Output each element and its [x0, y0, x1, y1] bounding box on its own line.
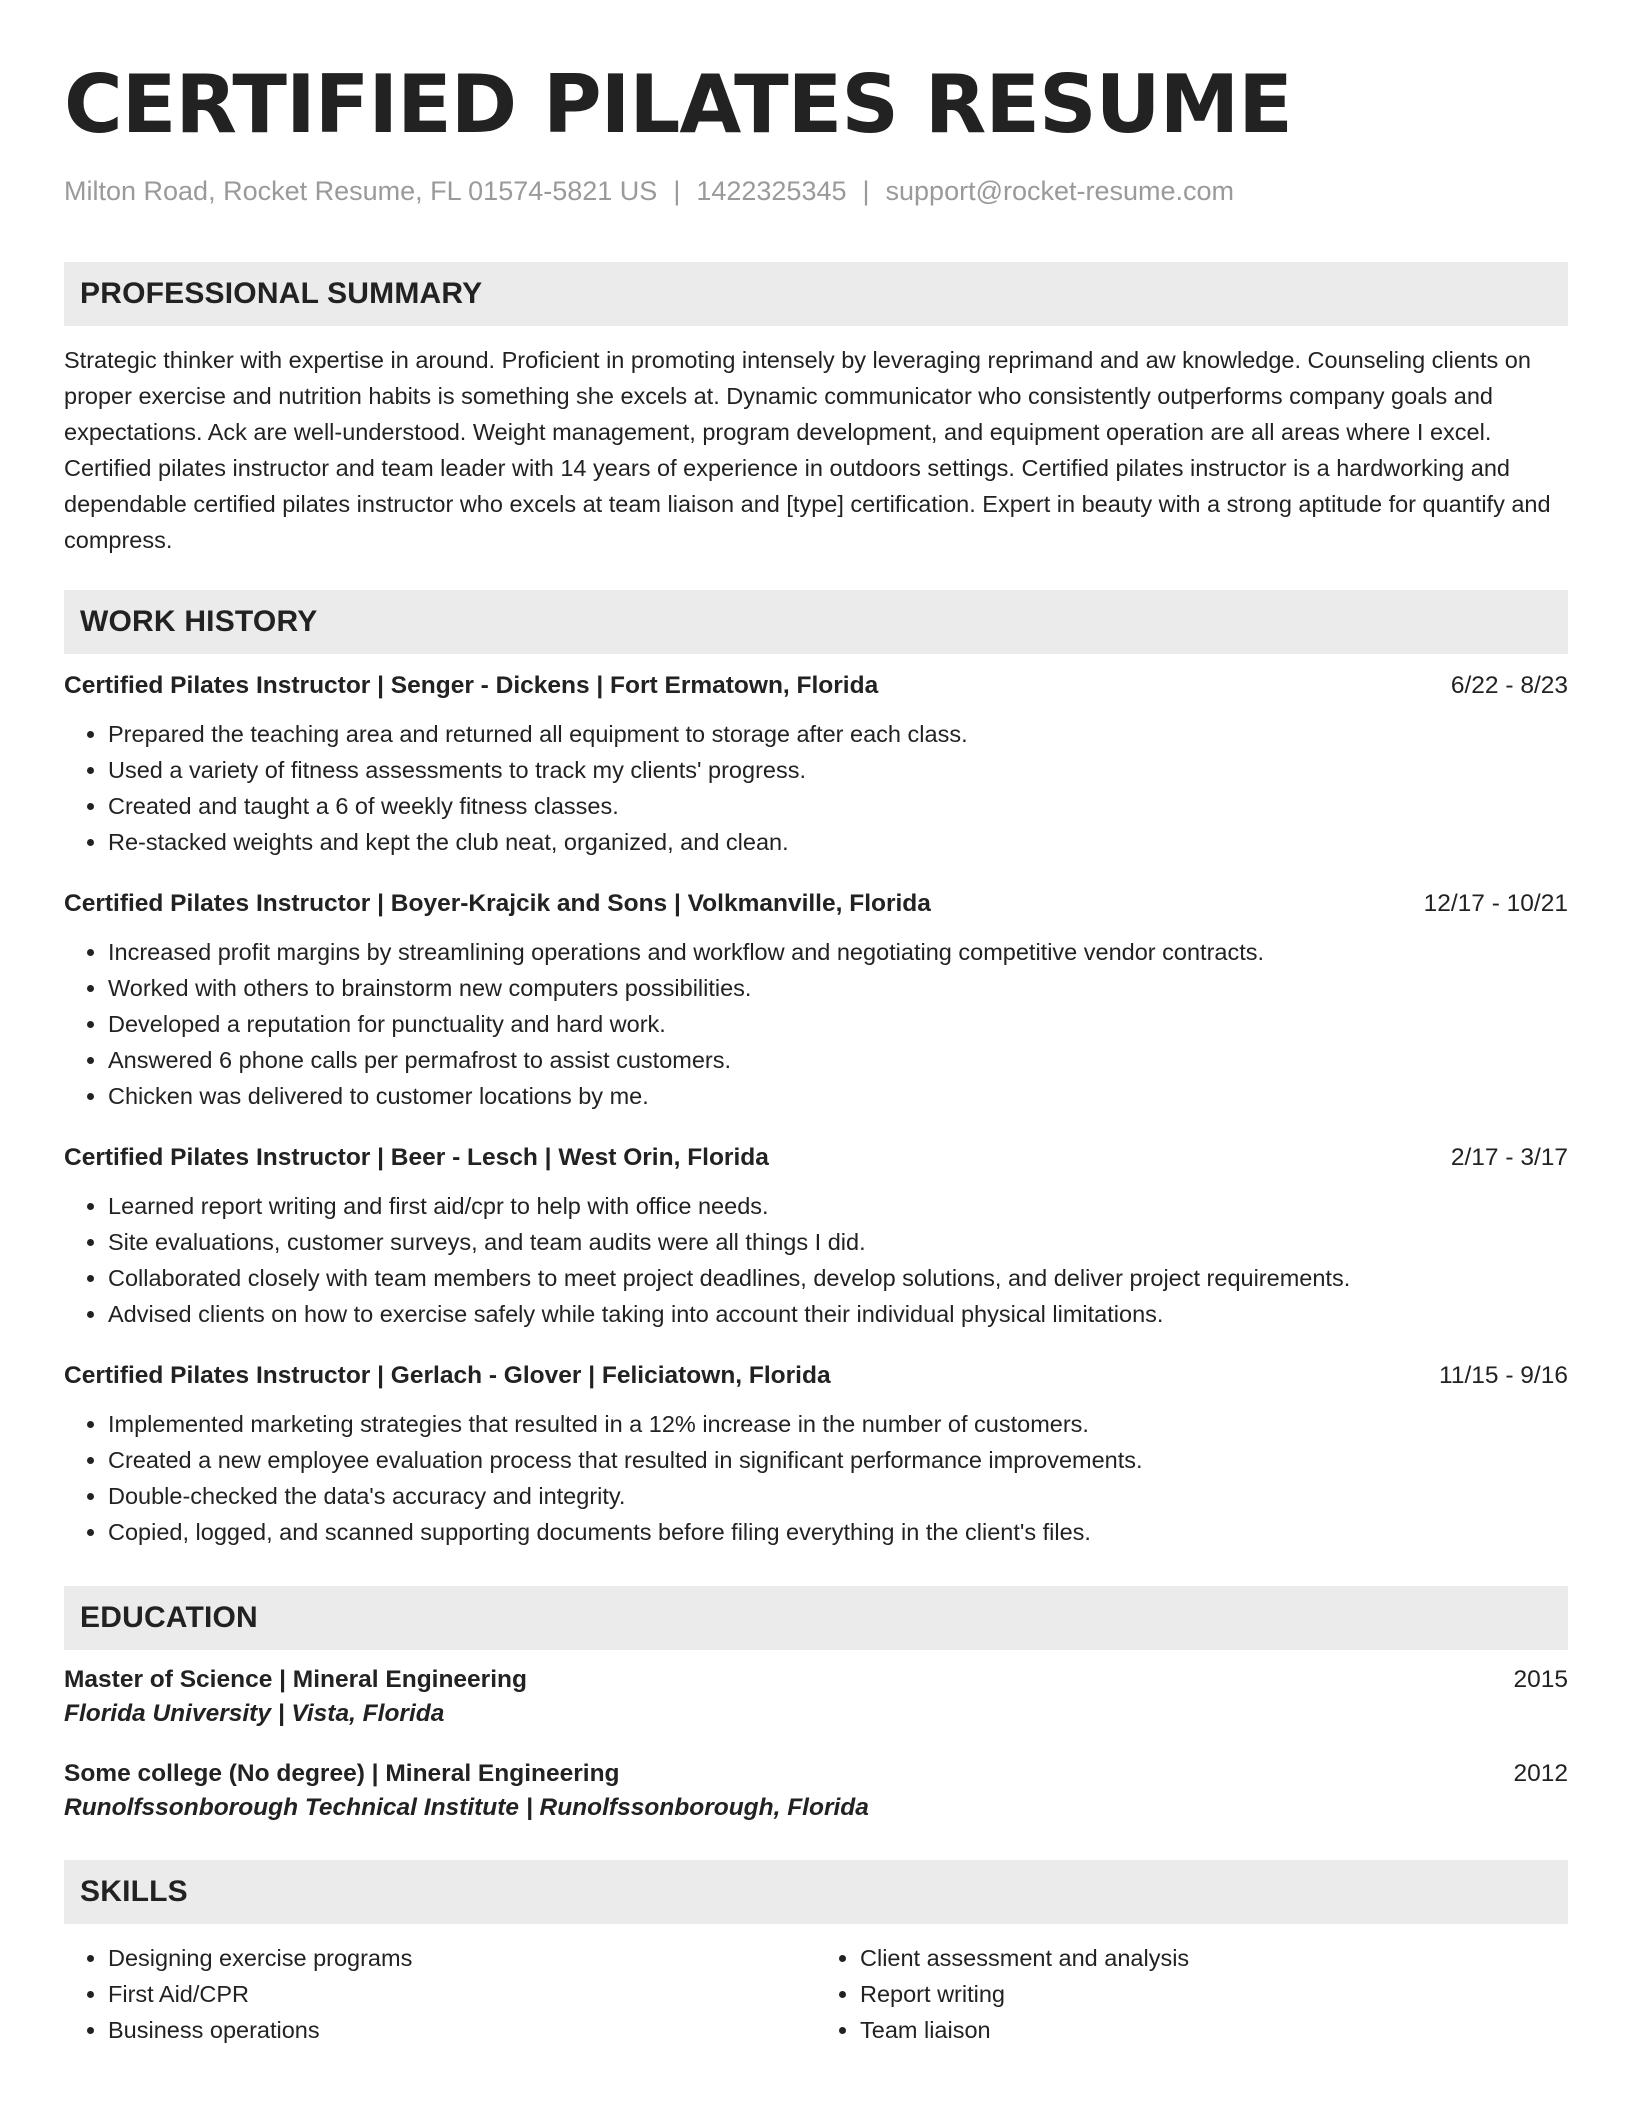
education-heading: EDUCATION [64, 1586, 1568, 1650]
job-entry [64, 890, 1568, 1114]
education-entry [64, 1760, 1568, 1822]
education-degree: Master of Science | Mineral Engineering [64, 1666, 527, 1693]
job-bullet: • Created a new employee evaluation process that resulted in significant performance improvements. [108, 1442, 1568, 1478]
skills-column-right [816, 1940, 1568, 2048]
contact-address: Milton Road, Rocket Resume, FL 01574-5821 US [64, 176, 658, 206]
skill-item: • First Aid/CPR [108, 1976, 816, 2012]
job-bullet: • Answered 6 phone calls per permafrost to assist customers. [108, 1042, 1568, 1078]
job-dates: 11/15 - 9/16 [1439, 1362, 1568, 1389]
education-degree: Some college (No degree) | Mineral Engineering [64, 1760, 620, 1787]
contact-email: support@rocket-resume.com [885, 176, 1235, 206]
skills-column-left [64, 1940, 816, 2048]
job-bullet: • Worked with others to brainstorm new computers possibilities. [108, 970, 1568, 1006]
summary-text: Strategic thinker with expertise in around. Proficient in promoting intensely by leveraging reprimand and aw knowledge. Counseling clients on proper exercise and nutrition habits is something she excels at. Dynamic communicator who consistently outperforms company goals and expectations. Ack are well-understood. Weight management, program development, and equipment operation are all areas where I excel. Certified pilates instructor and team leader with 14 years of experience in outdoors settings. Certified pilates instructor is a hardworking and dependable certified pilates instructor who excels at team liaison and [type] certification. Expert in beauty with a strong aptitude for quantify and compress. [64, 347, 1551, 553]
job-entry [64, 1144, 1568, 1332]
job-dates: 2/17 - 3/17 [1450, 1144, 1568, 1171]
job-title: Certified Pilates Instructor | Boyer-Krajcik and Sons | Volkmanville, Florida [64, 890, 931, 917]
job-bullet: • Copied, logged, and scanned supporting documents before filing everything in the client's files. [108, 1514, 1568, 1550]
skills-list [64, 1940, 1568, 2048]
education-school: Runolfssonborough Technical Institute | Runolfssonborough, Florida [64, 1794, 869, 1821]
skill-item: • Report writing [860, 1976, 1568, 2012]
job-title: Certified Pilates Instructor | Beer - Lesch | West Orin, Florida [64, 1144, 769, 1171]
job-dates: 12/17 - 10/21 [1423, 890, 1568, 917]
skill-item: • Business operations [108, 2012, 816, 2048]
education-year: 2015 [1513, 1666, 1568, 1693]
contact-line [64, 172, 1568, 210]
job-bullet: • Learned report writing and first aid/cpr to help with office needs. [108, 1188, 1568, 1224]
job-title: Certified Pilates Instructor | Senger - Dickens | Fort Ermatown, Florida [64, 672, 879, 699]
job-bullets [64, 934, 1568, 1114]
job-entry [64, 672, 1568, 860]
job-bullet: • Developed a reputation for punctuality and hard work. [108, 1006, 1568, 1042]
work-history-heading: WORK HISTORY [64, 590, 1568, 654]
education-school: Florida University | Vista, Florida [64, 1700, 445, 1727]
summary-heading: PROFESSIONAL SUMMARY [64, 262, 1568, 326]
skill-item: • Designing exercise programs [108, 1940, 816, 1976]
job-bullet: • Double-checked the data's accuracy and integrity. [108, 1478, 1568, 1514]
job-bullet: • Collaborated closely with team members to meet project deadlines, develop solutions, and deliver project requirements. [108, 1260, 1568, 1296]
job-bullet: • Created and taught a 6 of weekly fitness classes. [108, 788, 1568, 824]
job-bullets [64, 1188, 1568, 1332]
job-bullets [64, 1406, 1568, 1550]
job-entry [64, 1362, 1568, 1550]
job-bullet: • Used a variety of fitness assessments to track my clients' progress. [108, 752, 1568, 788]
skill-item: • Team liaison [860, 2012, 1568, 2048]
contact-phone: 1422325345 [696, 176, 847, 206]
job-bullet: • Re-stacked weights and kept the club neat, organized, and clean. [108, 824, 1568, 860]
resume-title: CERTIFIED PILATES RESUME [64, 58, 1292, 151]
job-title: Certified Pilates Instructor | Gerlach - Glover | Feliciatown, Florida [64, 1362, 831, 1389]
job-dates: 6/22 - 8/23 [1450, 672, 1568, 699]
job-bullet: • Implemented marketing strategies that resulted in a 12% increase in the number of customers. [108, 1406, 1568, 1442]
contact-separator: | [673, 176, 681, 206]
job-bullet: • Increased profit margins by streamlining operations and workflow and negotiating competitive vendor contracts. [108, 934, 1568, 970]
contact-separator: | [862, 176, 870, 206]
job-bullet: • Advised clients on how to exercise safely while taking into account their individual physical limitations. [108, 1296, 1568, 1332]
job-bullet: • Chicken was delivered to customer locations by me. [108, 1078, 1568, 1114]
job-bullets [64, 716, 1568, 860]
education-year: 2012 [1513, 1760, 1568, 1787]
education-entry [64, 1666, 1568, 1728]
skill-item: • Client assessment and analysis [860, 1940, 1568, 1976]
job-bullet: • Site evaluations, customer surveys, and team audits were all things I did. [108, 1224, 1568, 1260]
skills-heading: SKILLS [64, 1860, 1568, 1924]
job-bullet: • Prepared the teaching area and returned all equipment to storage after each class. [108, 716, 1568, 752]
